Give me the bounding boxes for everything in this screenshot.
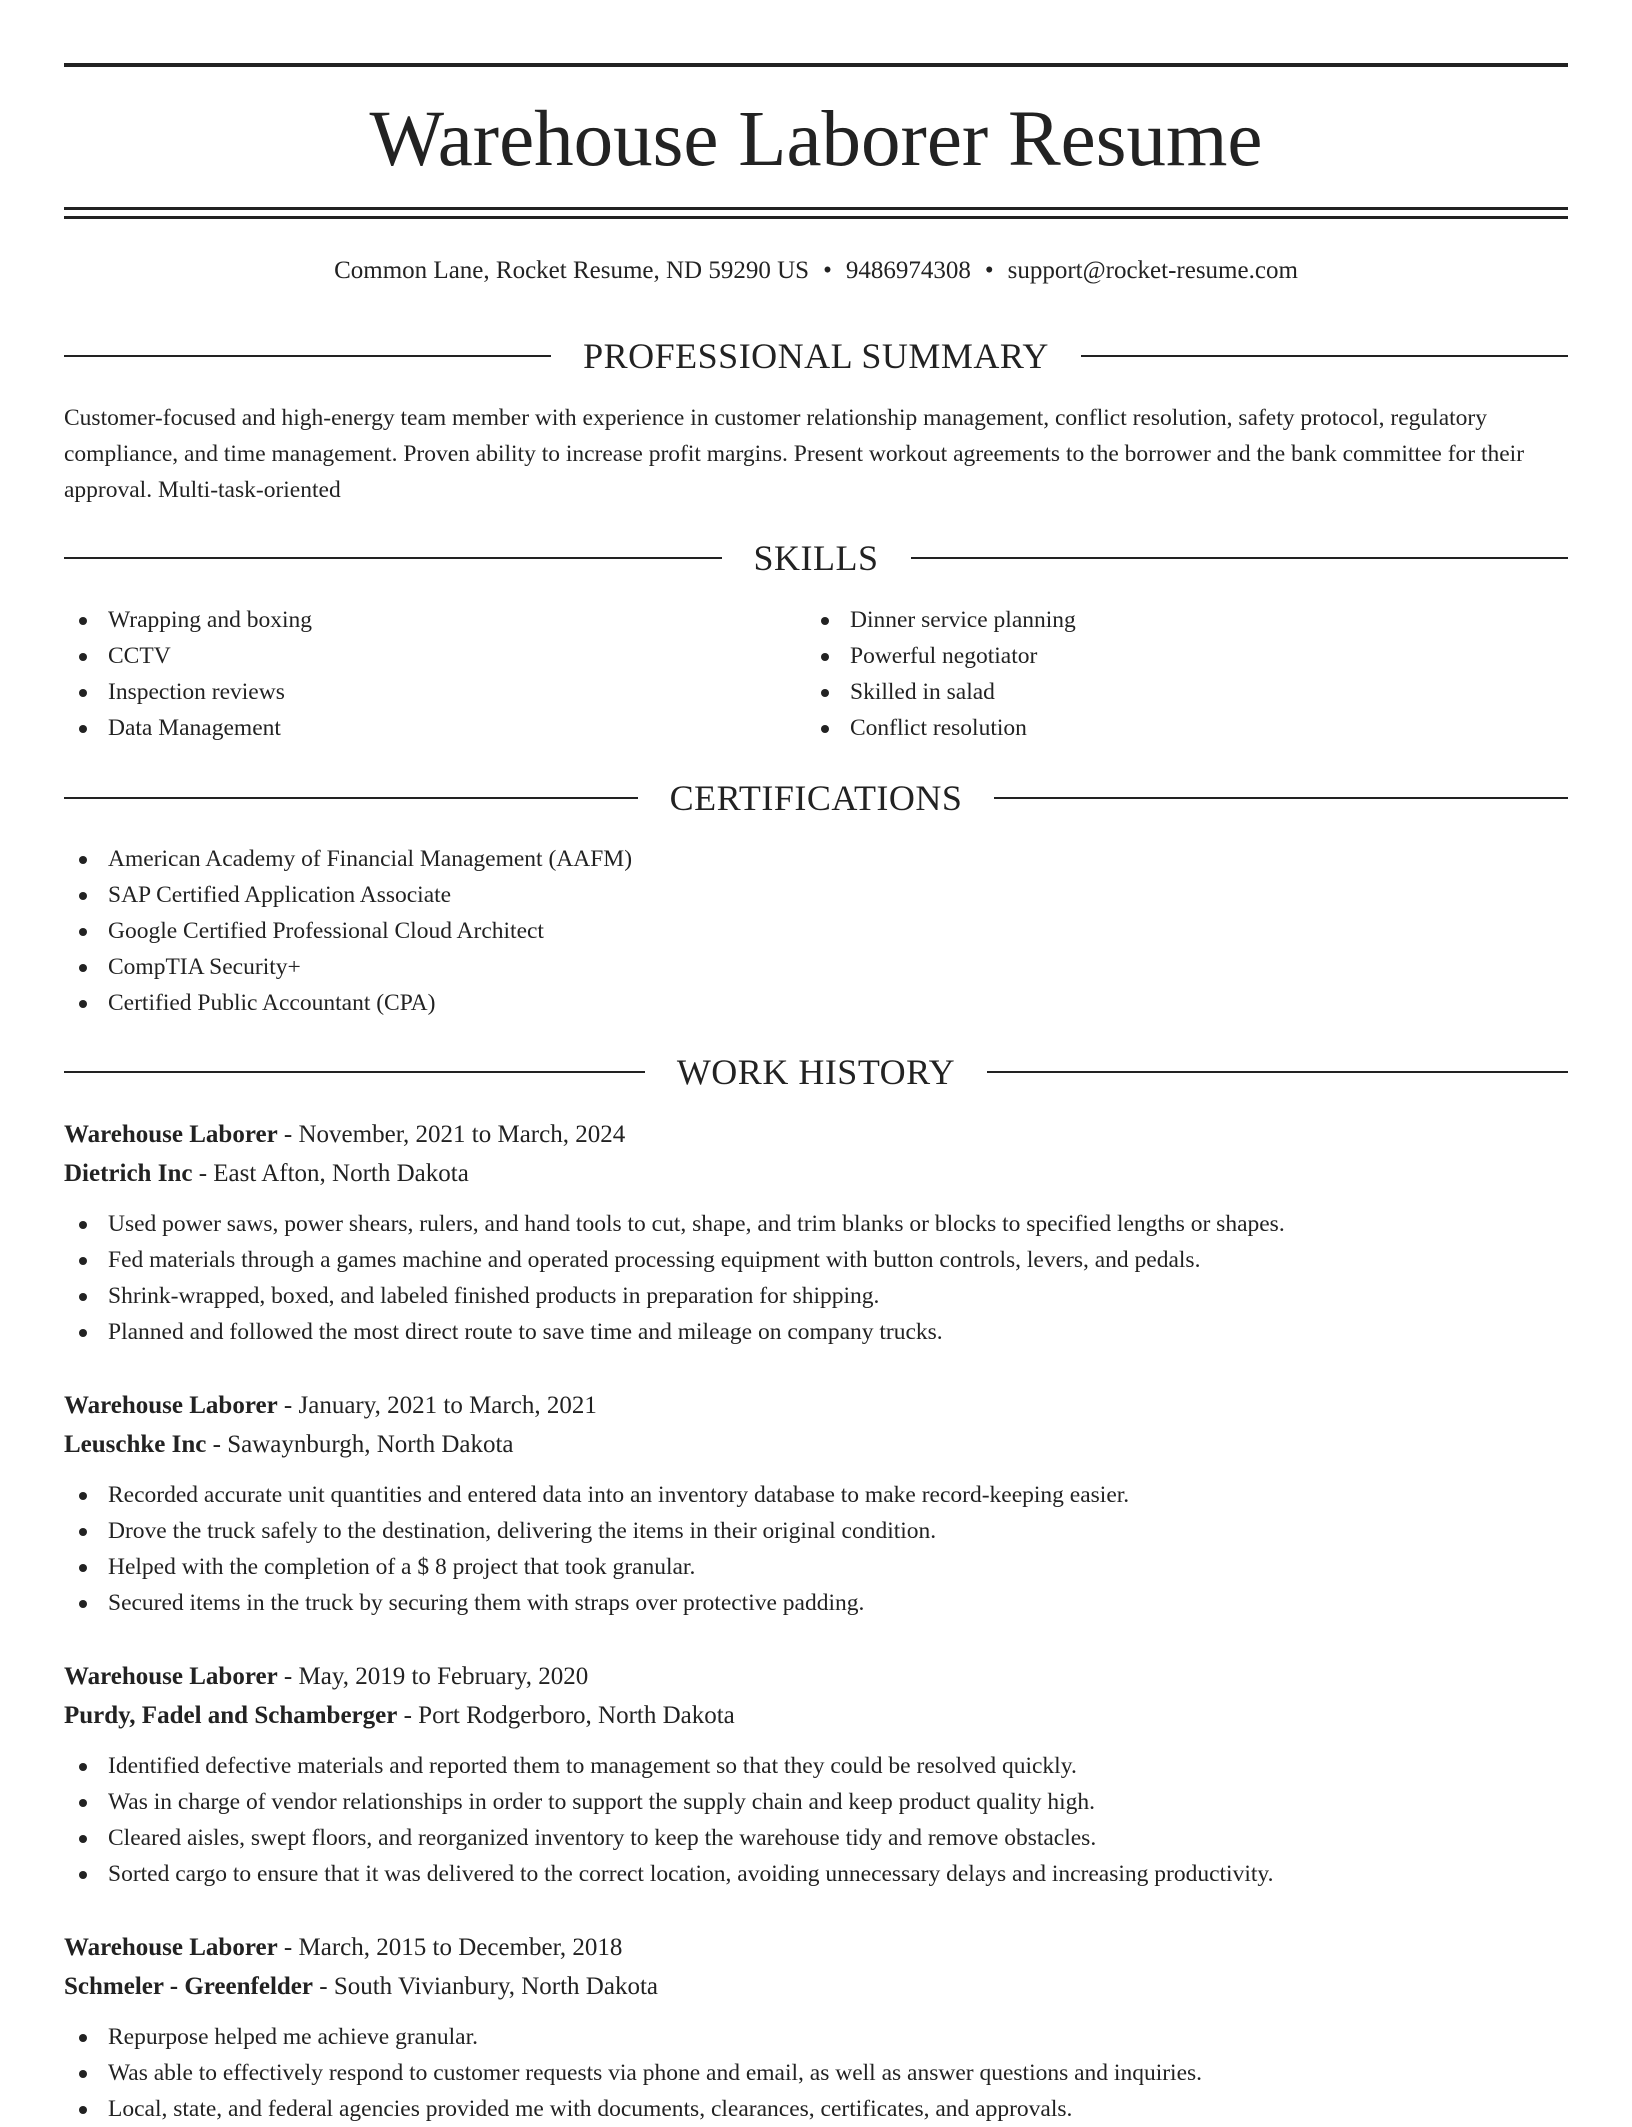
job-duties [64, 1206, 1568, 1350]
job-title-line [64, 1387, 1568, 1425]
skill-item: Powerful negotiator [806, 638, 1076, 674]
resume-title: Warehouse Laborer Resume [369, 96, 1263, 183]
job-duty: Local, state, and federal agencies provided me with documents, clearances, certificates, and approvals. [64, 2091, 1568, 2127]
job-title-line [64, 1116, 1568, 1154]
skill-item: Inspection reviews [64, 674, 312, 710]
job-duty: Planned and followed the most direct route to save time and mileage on company trucks. [64, 1314, 1568, 1350]
heading-rule [987, 1071, 1568, 1073]
job-duty: Secured items in the truck by securing them with straps over protective padding. [64, 1585, 1568, 1621]
job-company-line [64, 1968, 1568, 2006]
job-location: - Port Rodgerboro, North Dakota [397, 1702, 735, 1729]
job-location: - Sawaynburgh, North Dakota [206, 1431, 514, 1458]
contact-address: Common Lane, Rocket Resume, ND 59290 US [334, 257, 810, 284]
skill-item: Conflict resolution [806, 710, 1076, 746]
top-rule [64, 63, 1568, 67]
certifications-list [64, 841, 632, 1021]
contact-separator: • [984, 257, 994, 284]
skills-list-right [806, 602, 1076, 746]
job-dates: - May, 2019 to February, 2020 [277, 1663, 589, 1690]
skill-item: Data Management [64, 710, 312, 746]
job-duty: Cleared aisles, swept floors, and reorganized inventory to keep the warehouse tidy and remove obstacles. [64, 1820, 1568, 1856]
job-duty: Identified defective materials and reported them to management so that they could be resolved quickly. [64, 1748, 1568, 1784]
job-title: Warehouse Laborer [64, 1934, 278, 1961]
summary-heading-label: PROFESSIONAL SUMMARY [583, 336, 1049, 376]
job-location: - South Vivianbury, North Dakota [313, 1973, 658, 2000]
job-title-line [64, 1658, 1568, 1696]
heading-rule [64, 355, 551, 357]
job-company: Purdy, Fadel and Schamberger [64, 1702, 398, 1729]
job-title: Warehouse Laborer [64, 1121, 278, 1148]
certification-item: SAP Certified Application Associate [64, 877, 632, 913]
job-duty: Fed materials through a games machine and operated processing equipment with button controls, levers, and pedals. [64, 1242, 1568, 1278]
work-history-heading-label: WORK HISTORY [676, 1052, 956, 1092]
job-duties [64, 1748, 1568, 1892]
job-company-line [64, 1155, 1568, 1193]
job-company-line [64, 1426, 1568, 1464]
skills-list-left [64, 602, 312, 746]
job-duties [64, 2019, 1568, 2127]
contact-separator: • [823, 257, 832, 284]
job-entry [64, 1929, 1568, 2127]
summary-text: Customer-focused and high-energy team member with experience in customer relationship management, conflict resolution, safety protocol, regulatory compliance, and time management. Proven ability to increase profit margins. Present workout agreements to the borrower and the bank committee for their approval. Multi-task-oriented [64, 405, 1525, 503]
skill-item: Wrapping and boxing [64, 602, 312, 638]
heading-rule [1081, 355, 1568, 357]
certification-item: Google Certified Professional Cloud Architect [64, 913, 632, 949]
certification-item: American Academy of Financial Management (AAFM) [64, 841, 632, 877]
job-dates: - January, 2021 to March, 2021 [277, 1392, 597, 1419]
job-duty: Repurpose helped me achieve granular. [64, 2019, 1568, 2055]
job-duty: Was able to effectively respond to customer requests via phone and email, as well as answer questions and inquiries. [64, 2055, 1568, 2091]
job-duty: Used power saws, power shears, rulers, and hand tools to cut, shape, and trim blanks or blocks to specified lengths or shapes. [64, 1206, 1568, 1242]
job-entry [64, 1116, 1568, 1350]
job-dates: - March, 2015 to December, 2018 [277, 1934, 623, 1961]
heading-rule [994, 797, 1568, 799]
heading-rule [64, 557, 722, 559]
job-title: Warehouse Laborer [64, 1663, 278, 1690]
job-dates: - November, 2021 to March, 2024 [277, 1121, 626, 1148]
contact-phone: 9486974308 [845, 257, 971, 284]
work-history-heading [64, 1050, 1568, 1094]
title-rule-lower [64, 216, 1568, 219]
job-company: Leuschke Inc [64, 1431, 207, 1458]
heading-rule [64, 797, 638, 799]
certifications-heading [64, 776, 1568, 820]
job-entry [64, 1387, 1568, 1621]
contact-email: support@rocket-resume.com [1007, 257, 1298, 284]
job-duties [64, 1477, 1568, 1621]
certification-item: CompTIA Security+ [64, 949, 632, 985]
job-company: Dietrich Inc [64, 1160, 193, 1187]
skill-item: CCTV [64, 638, 312, 674]
job-location: - East Afton, North Dakota [192, 1160, 469, 1187]
skill-item: Skilled in salad [806, 674, 1076, 710]
heading-rule [64, 1071, 645, 1073]
job-company-line [64, 1697, 1568, 1735]
heading-rule [911, 557, 1569, 559]
job-entry [64, 1658, 1568, 1892]
title-rule-upper [64, 207, 1568, 210]
skill-item: Dinner service planning [806, 602, 1076, 638]
certifications-heading-label: CERTIFICATIONS [669, 778, 963, 818]
certification-item: Certified Public Accountant (CPA) [64, 985, 632, 1021]
skills-heading-label: SKILLS [753, 538, 879, 578]
job-title: Warehouse Laborer [64, 1392, 278, 1419]
job-duty: Shrink-wrapped, boxed, and labeled finished products in preparation for shipping. [64, 1278, 1568, 1314]
job-duty: Helped with the completion of a $ 8 project that took granular. [64, 1549, 1568, 1585]
skills-heading [64, 536, 1568, 580]
job-duty: Sorted cargo to ensure that it was delivered to the correct location, avoiding unnecessary delays and increasing productivity. [64, 1856, 1568, 1892]
contact-line [64, 254, 1568, 288]
job-title-line [64, 1929, 1568, 1967]
job-company: Schmeler - Greenfelder [64, 1973, 313, 2000]
job-duty: Recorded accurate unit quantities and entered data into an inventory database to make record-keeping easier. [64, 1477, 1568, 1513]
job-duty: Was in charge of vendor relationships in order to support the supply chain and keep product quality high. [64, 1784, 1568, 1820]
job-duty: Drove the truck safely to the destination, delivering the items in their original condition. [64, 1513, 1568, 1549]
summary-heading [64, 334, 1568, 378]
